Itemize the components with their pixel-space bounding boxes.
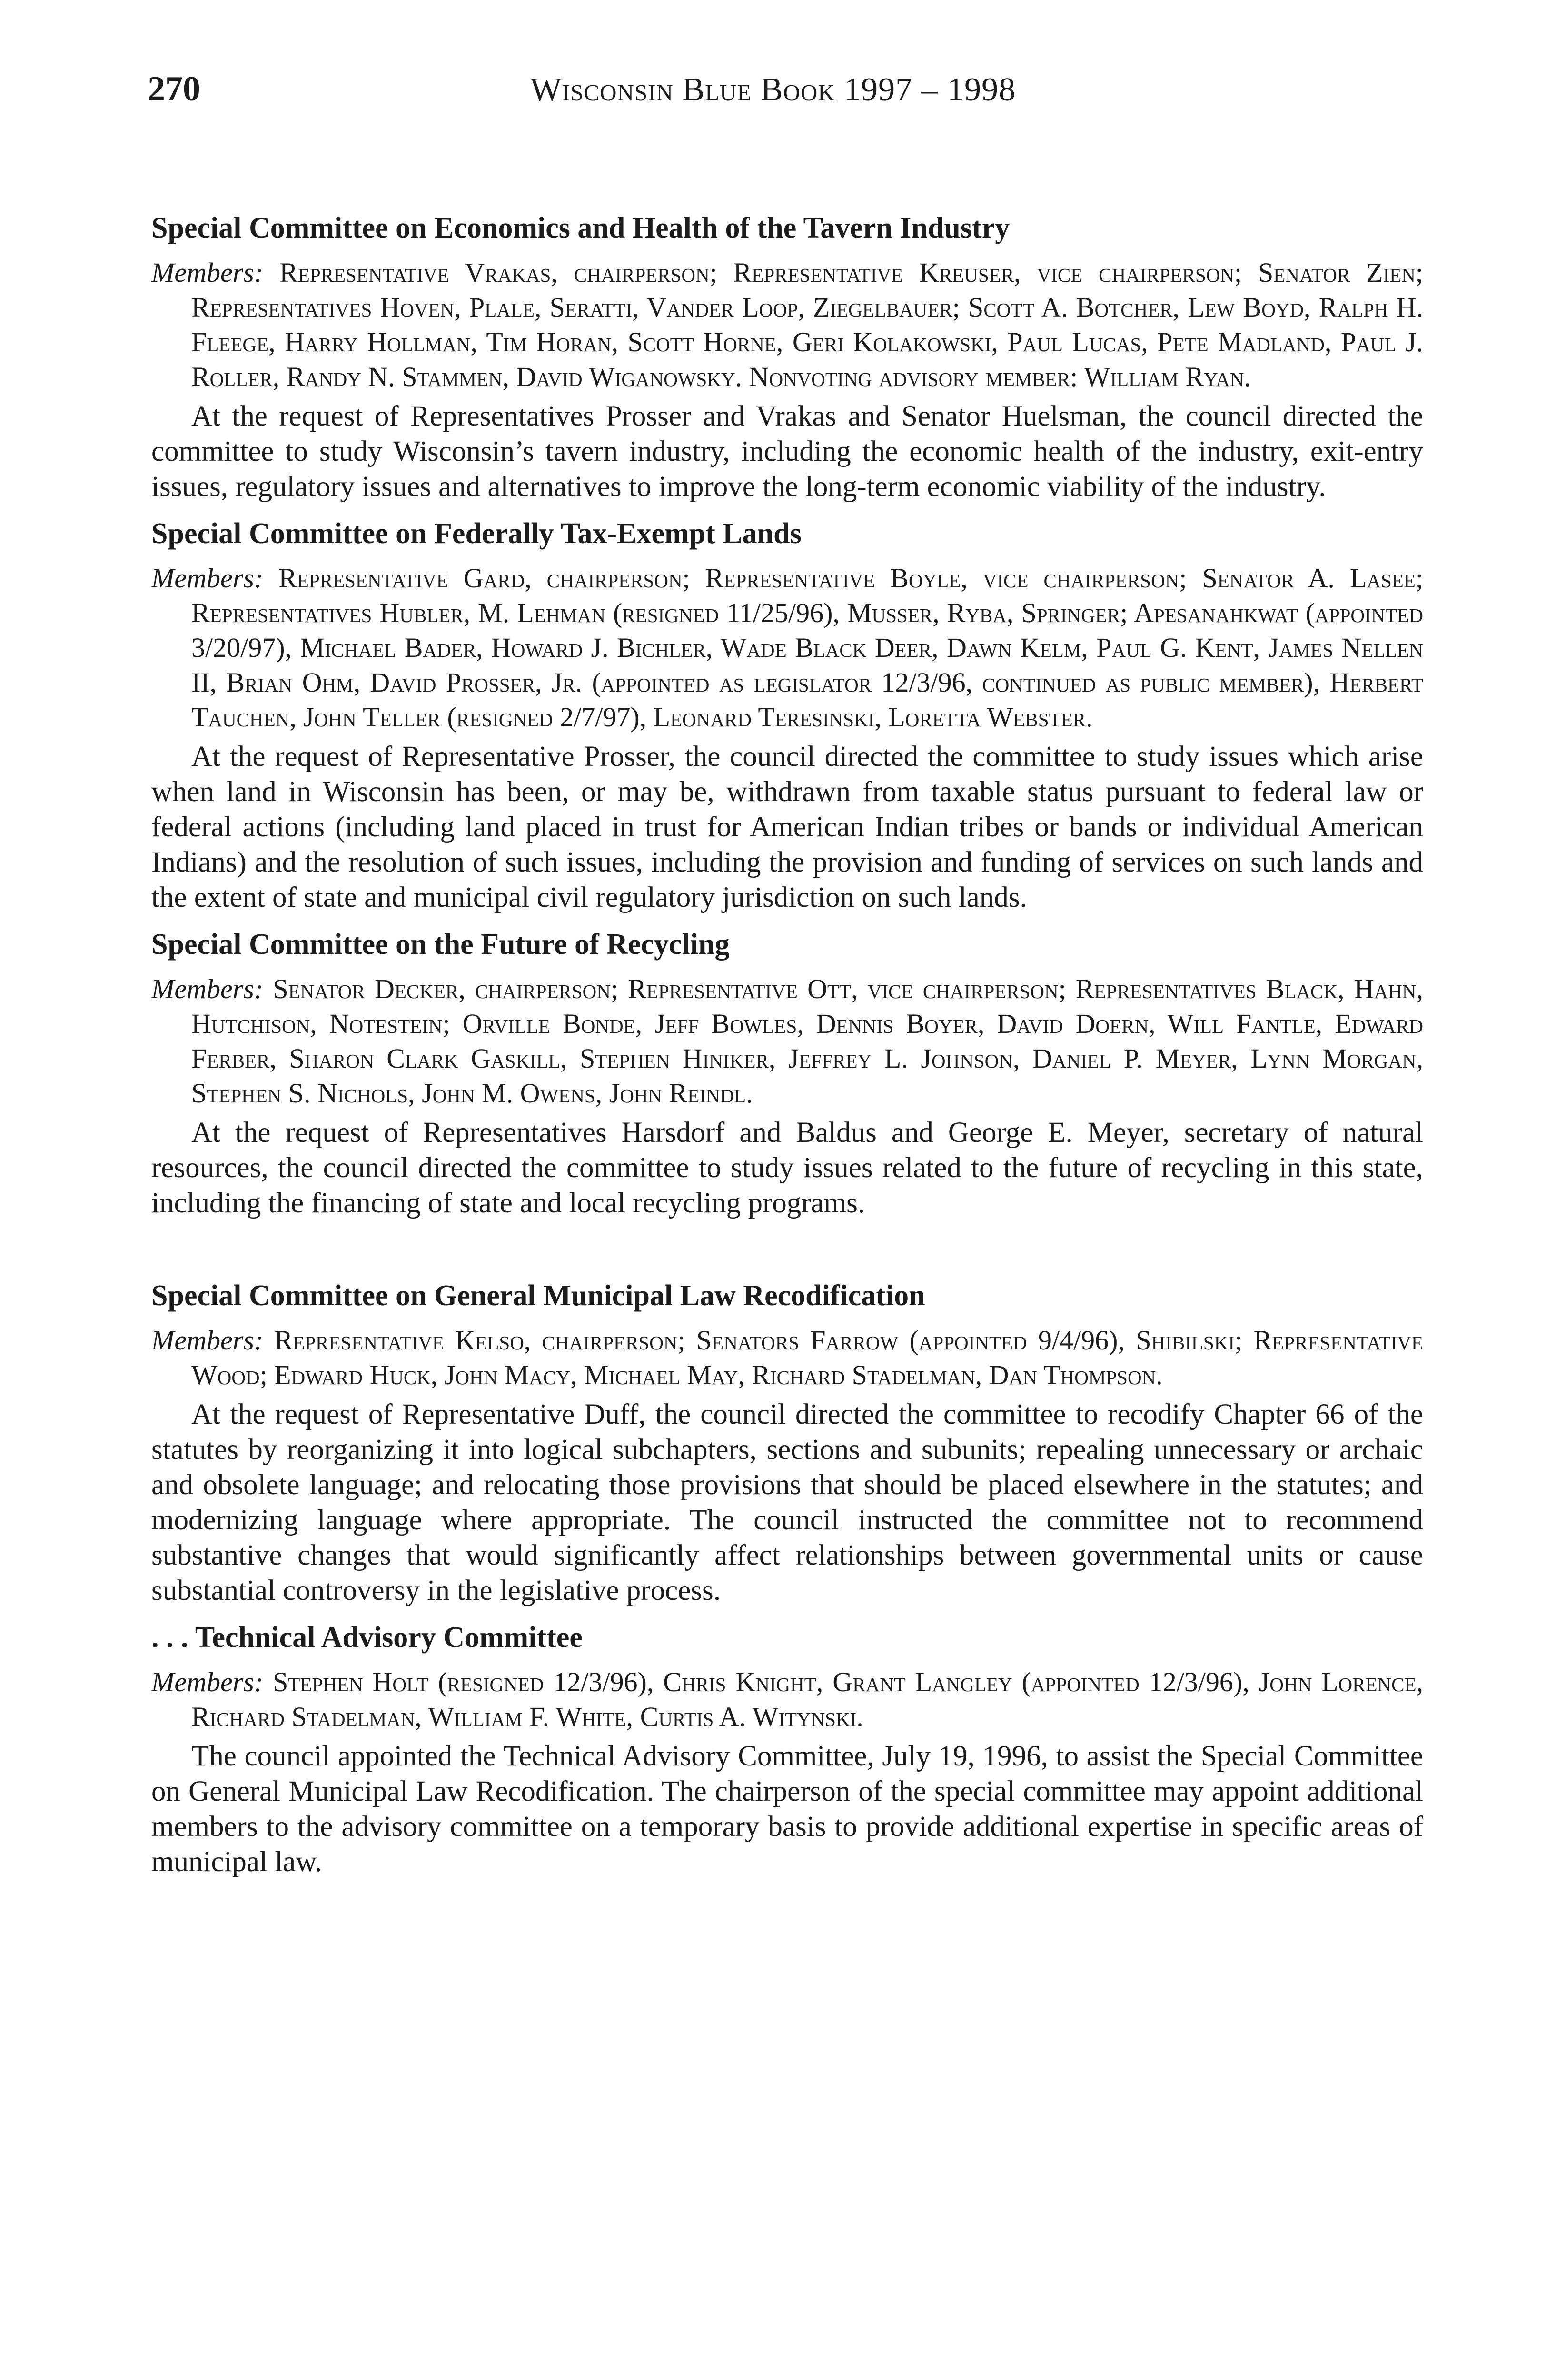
section-heading: Special Committee on the Future of Recycling [151,928,730,961]
section-heading: . . . Technical Advisory Committee [151,1621,583,1654]
members-list: Representative Gard, chairperson; Representative Boyle, vice chairperson; Senator A. Lasee; Representatives Hubler, M. Lehman (resigned 11/25/96), Musser, Ryba, Springer; Apesanahkwat (appointed 3/20/97), Michael Bader, Howard J. Bichler, Wade Black Deer, Dawn Kelm, Paul G. Kent, James Nellen II, Brian Ohm, David Prosser, Jr. (appointed as legislator 12/3/96, continued as public member), Herbert Tauchen, John Teller (resigned 2/7/97), Leonard Teresinski, Loretta Webster. [191,563,1423,733]
members-paragraph [151,255,1423,394]
section-tax-exempt-lands [151,515,1423,915]
members-list: Representative Kelso, chairperson; Senators Farrow (appointed 9/4/96), Shibilski; Representative Wood; Edward Huck, John Macy, Michael May, Richard Stadelman, Dan Thompson. [191,1325,1423,1390]
members-label: Members: [151,563,264,594]
members-paragraph [151,1665,1423,1734]
section-future-of-recycling [151,926,1423,1221]
section-description: At the request of Representative Prosser, the council directed the committee to study issues which arise when land in Wisconsin has been, or may be, withdrawn from taxable status pursuant to federal law or federal actions (including land placed in trust for American Indian tribes or bands or individual American Indians) and the resolution of such issues, including the provision and funding of services on such lands and the extent of state and municipal civil regulatory jurisdiction on such lands. [151,741,1423,913]
section-spacer [151,1231,1423,1277]
members-list: Senator Decker, chairperson; Representative Ott, vice chairperson; Representatives Black, Hahn, Hutchison, Notestein; Orville Bonde, Jeff Bowles, Dennis Boyer, David Doern, Will Fantle, Edward Ferber, Sharon Clark Gaskill, Stephen Hiniker, Jeffrey L. Johnson, Daniel P. Meyer, Lynn Morgan, Stephen S. Nichols, John M. Owens, John Reindl. [191,973,1424,1109]
section-description: At the request of Representatives Prosser and Vrakas and Senator Huelsman, the council directed the committee to study Wisconsin’s tavern industry, including the economic health of the industry, exit-entry issues, regulatory issues and alternatives to improve the long-term economic viability of the industry. [151,400,1423,503]
members-label: Members: [151,1666,264,1697]
members-paragraph [151,972,1423,1111]
section-technical-advisory-committee [151,1619,1423,1880]
section-heading: Special Committee on General Municipal Law Recodification [151,1279,925,1312]
members-label: Members: [151,973,264,1004]
section-tavern-industry [151,209,1423,505]
book-title: Wisconsin Blue Book 1997 – 1998 [530,71,1016,108]
members-label: Members: [151,1325,264,1356]
section-description: At the request of Representatives Harsdorf and Baldus and George E. Meyer, secretary of natural resources, the council directed the committee to study issues related to the future of recycling in this state, including the financing of state and local recycling programs. [151,1117,1423,1219]
section-heading: Special Committee on Economics and Health of the Tavern Industry [151,212,1010,244]
members-label: Members: [151,257,264,288]
members-paragraph [151,1323,1423,1392]
section-municipal-law-recodification [151,1277,1423,1608]
section-heading: Special Committee on Federally Tax-Exempt Lands [151,517,802,550]
section-description: The council appointed the Technical Advisory Committee, July 19, 1996, to assist the Special Committee on General Municipal Law Recodification. The chairperson of the special committee may appoint additional members to the advisory committee on a temporary basis to provide additional expertise in specific areas of municipal law. [151,1740,1423,1878]
members-list: Representative Vrakas, chairperson; Representative Kreuser, vice chairperson; Senator Zien; Representatives Hoven, Plale, Seratti, Vander Loop, Ziegelbauer; Scott A. Botcher, Lew Boyd, Ralph H. Fleege, Harry Hollman, Tim Horan, Scott Horne, Geri Kolakowski, Paul Lucas, Pete Madland, Paul J. Roller, Randy N. Stammen, David Wiganowsky. Nonvoting advisory member: William Ryan. [191,257,1424,392]
members-list: Stephen Holt (resigned 12/3/96), Chris Knight, Grant Langley (appointed 12/3/96), John Lorence, Richard Stadelman, William F. White, Curtis A. Witynski. [191,1666,1423,1732]
section-description: At the request of Representative Duff, the council directed the committee to recodify Chapter 66 of the statutes by reorganizing it into logical subchapters, sections and subunits; repealing unnecessary or archaic and obsolete language; and relocating those provisions that should be placed elsewhere in the statutes; and modernizing language where appropriate. The council instructed the committee not to recommend substantive changes that would significantly affect relationships between governmental units or cause substantial controversy in the legislative process. [151,1398,1423,1606]
page-content [151,209,1423,1890]
running-head [0,71,1546,124]
members-paragraph [151,561,1423,734]
page-number: 270 [148,69,200,109]
